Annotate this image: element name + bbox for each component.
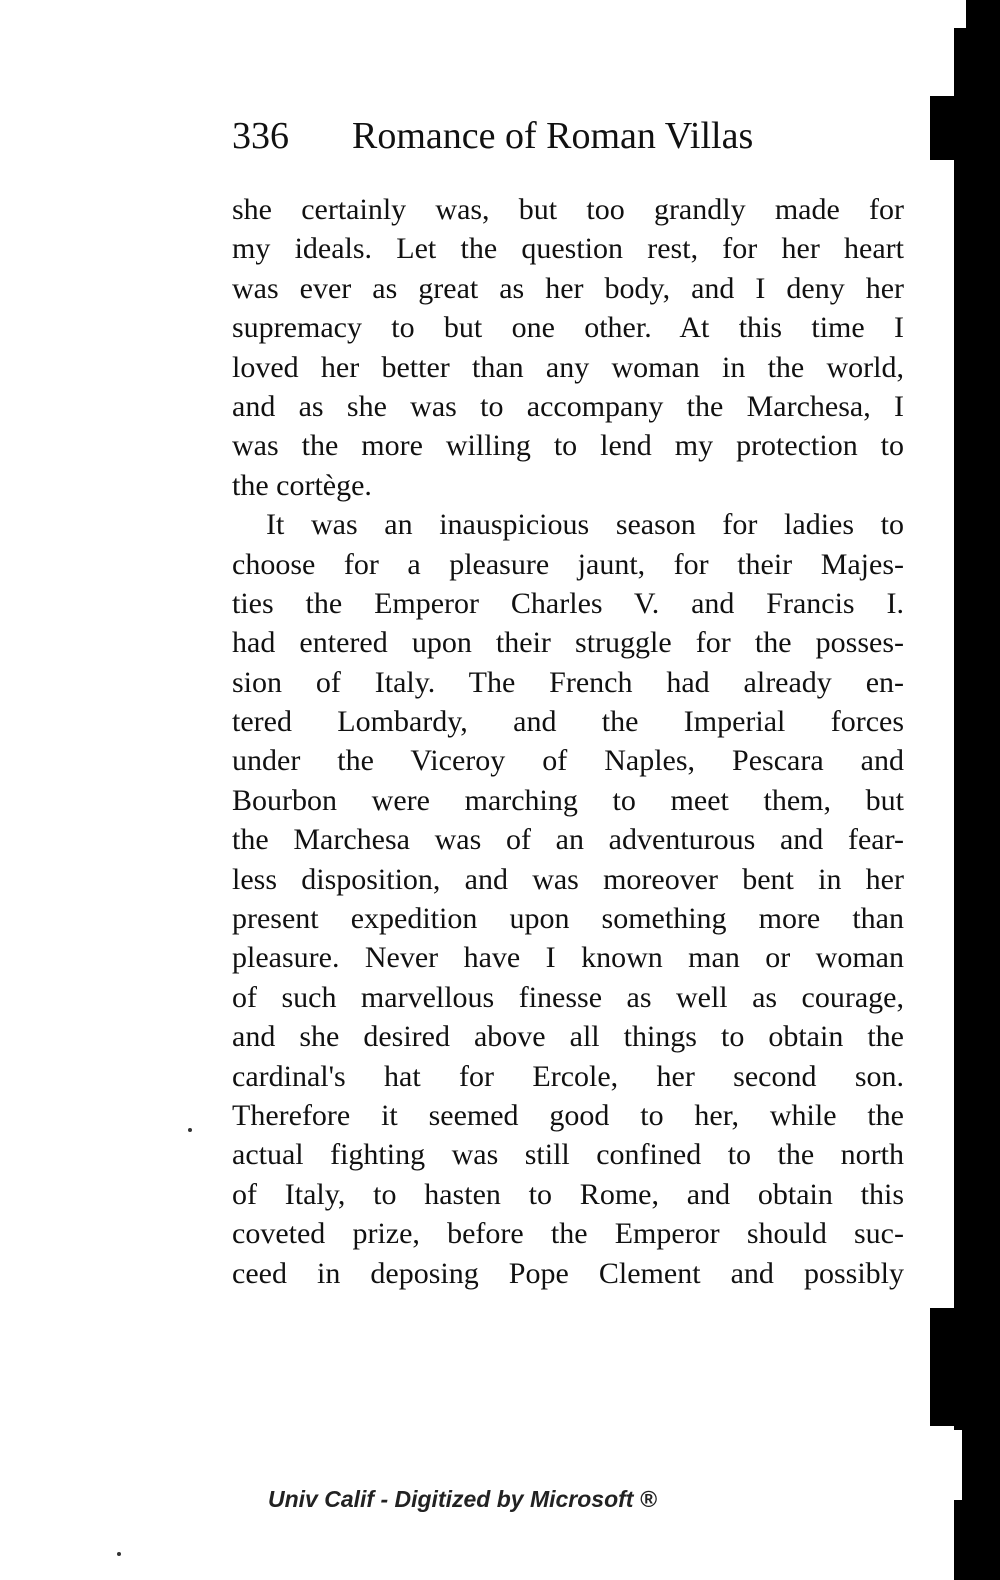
text-line: she certainly was, but too grandly made for [232,193,904,226]
page-edge-gap [954,1430,962,1500]
text-line: sion of Italy. The French had already en- [232,665,904,699]
text-line: supremacy to but one other. At this time I [232,311,904,345]
text-line: present expedition upon something more than [232,902,904,936]
paragraph [232,505,904,1293]
text-line: under the Viceroy of Naples, Pescara and [232,744,904,778]
text-line: Bourbon were marching to meet them, but [232,783,904,817]
text-line: loved her better than any woman in the world, [232,350,904,384]
running-title: Romance of Roman Villas [352,115,754,157]
scan-speck [117,1552,121,1556]
text-line: tered Lombardy, and the Imperial forces [232,705,904,739]
scan-speck [188,1128,192,1132]
text-line: the Marchesa was of an adventurous and fear- [232,823,904,857]
page-edge-notch [930,1308,960,1426]
text-line: Therefore it seemed good to her, while the [232,1098,904,1132]
page-number: 336 [232,115,289,157]
text-line: choose for a pleasure jaunt, for their Majes- [232,547,904,581]
text-line: and as she was to accompany the Marchesa, I [232,389,904,423]
text-line: coveted prize, before the Emperor should suc- [232,1217,904,1251]
text-line: less disposition, and was moreover bent in her [232,862,904,896]
page-header [232,114,902,158]
text-line: the cortège. [232,468,372,502]
digitization-watermark: Univ Calif - Digitized by Microsoft ® [268,1486,657,1512]
text-line: and she desired above all things to obtain the [232,1020,904,1054]
page-edge-gap [954,0,966,28]
text-line: my ideals. Let the question rest, for her heart [232,232,904,266]
text-line: actual fighting was still confined to the north [232,1138,904,1172]
text-line: ties the Emperor Charles V. and Francis I. [232,586,904,620]
text-line: pleasure. Never have I known man or woman [232,941,904,975]
text-line: ceed in deposing Pope Clement and possibly [232,1256,904,1290]
text-line: It was an inauspicious season for ladies to [266,508,904,542]
text-line: was ever as great as her body, and I deny her [232,271,904,305]
scanned-page-edge [954,0,1000,1580]
paragraph [232,190,904,505]
text-line: was the more willing to lend my protection to [232,429,904,463]
page-edge-notch [930,96,960,160]
text-line: of Italy, to hasten to Rome, and obtain this [232,1177,904,1211]
body-text [232,190,904,1293]
text-line: of such marvellous finesse as well as courage, [232,980,904,1014]
text-line: had entered upon their struggle for the posses- [232,626,904,660]
text-line: cardinal's hat for Ercole, her second son. [232,1059,904,1093]
